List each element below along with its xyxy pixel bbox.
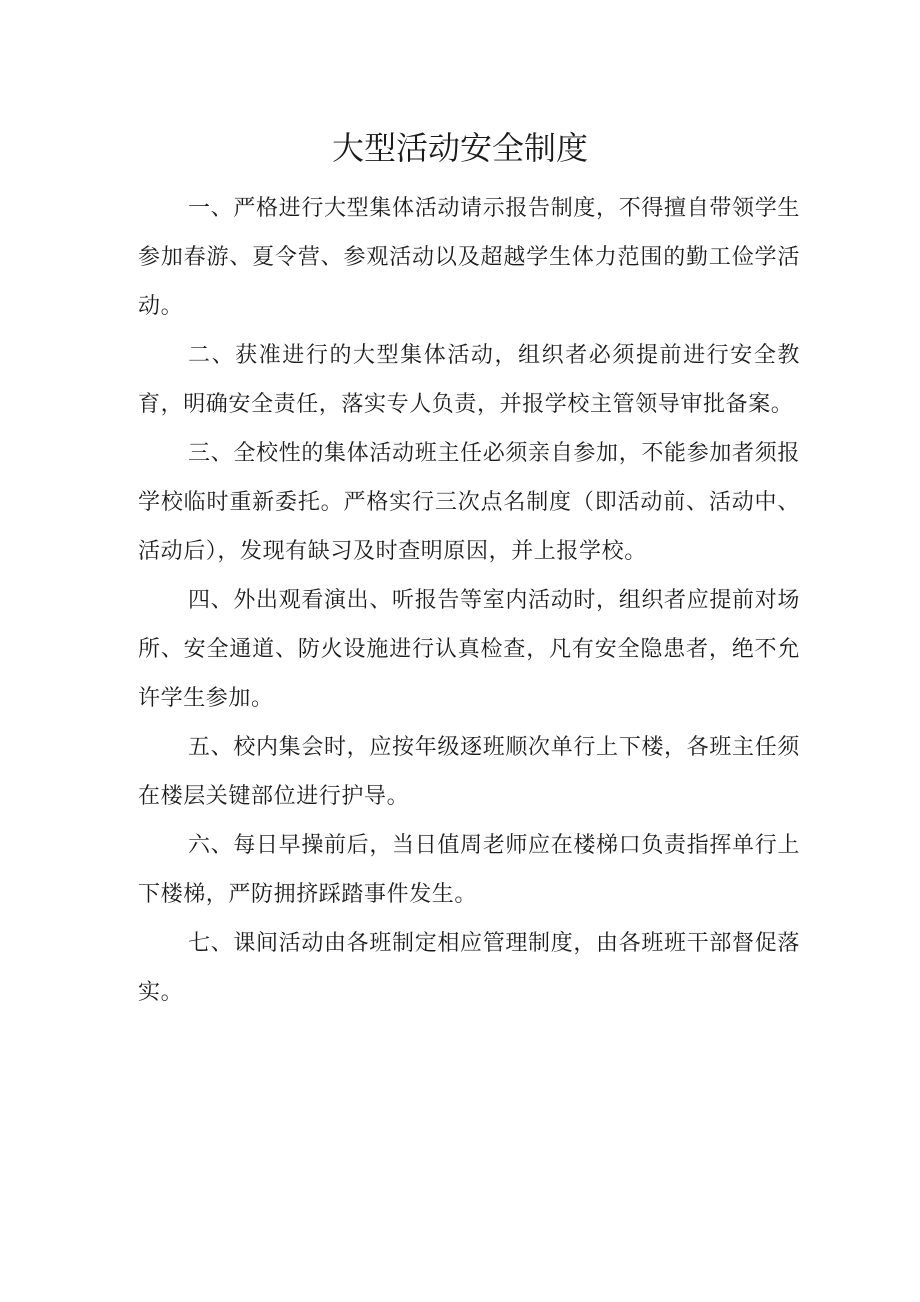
document-title: 大型活动安全制度 (331, 129, 588, 167)
paragraph-2: 二、获准进行的大型集体活动，组织者必须提前进行安全教育，明确安全责任，落实专人负责，并报学校主管领导审批备案。 (138, 343, 800, 417)
paragraph-5: 五、校内集会时，应按年级逐班顺次单行上下楼，各班主任须在楼层关键部位进行护导。 (138, 735, 800, 809)
paragraph-3: 三、全校性的集体活动班主任必须亲自参加，不能参加者须报学校临时重新委托。严格实行三次点名制度（即活动前、活动中、活动后），发现有缺习及时查明原因，并上报学校。 (138, 441, 800, 564)
paragraph-4: 四、外出观看演出、听报告等室内活动时，组织者应提前对场所、安全通道、防火设施进行认真检查，凡有安全隐患者，绝不允许学生参加。 (138, 588, 800, 711)
paragraph-6: 六、每日早操前后，当日值周老师应在楼梯口负责指挥单行上下楼梯，严防拥挤踩踏事件发生。 (138, 833, 800, 907)
paragraph-7: 七、课间活动由各班制定相应管理制度，由各班班干部督促落实。 (138, 931, 800, 1005)
paragraph-1: 一、严格进行大型集体活动请示报告制度，不得擅自带领学生参加春游、夏令营、参观活动以及超越学生体力范围的勤工俭学活动。 (138, 196, 800, 319)
document-body (138, 184, 800, 1017)
